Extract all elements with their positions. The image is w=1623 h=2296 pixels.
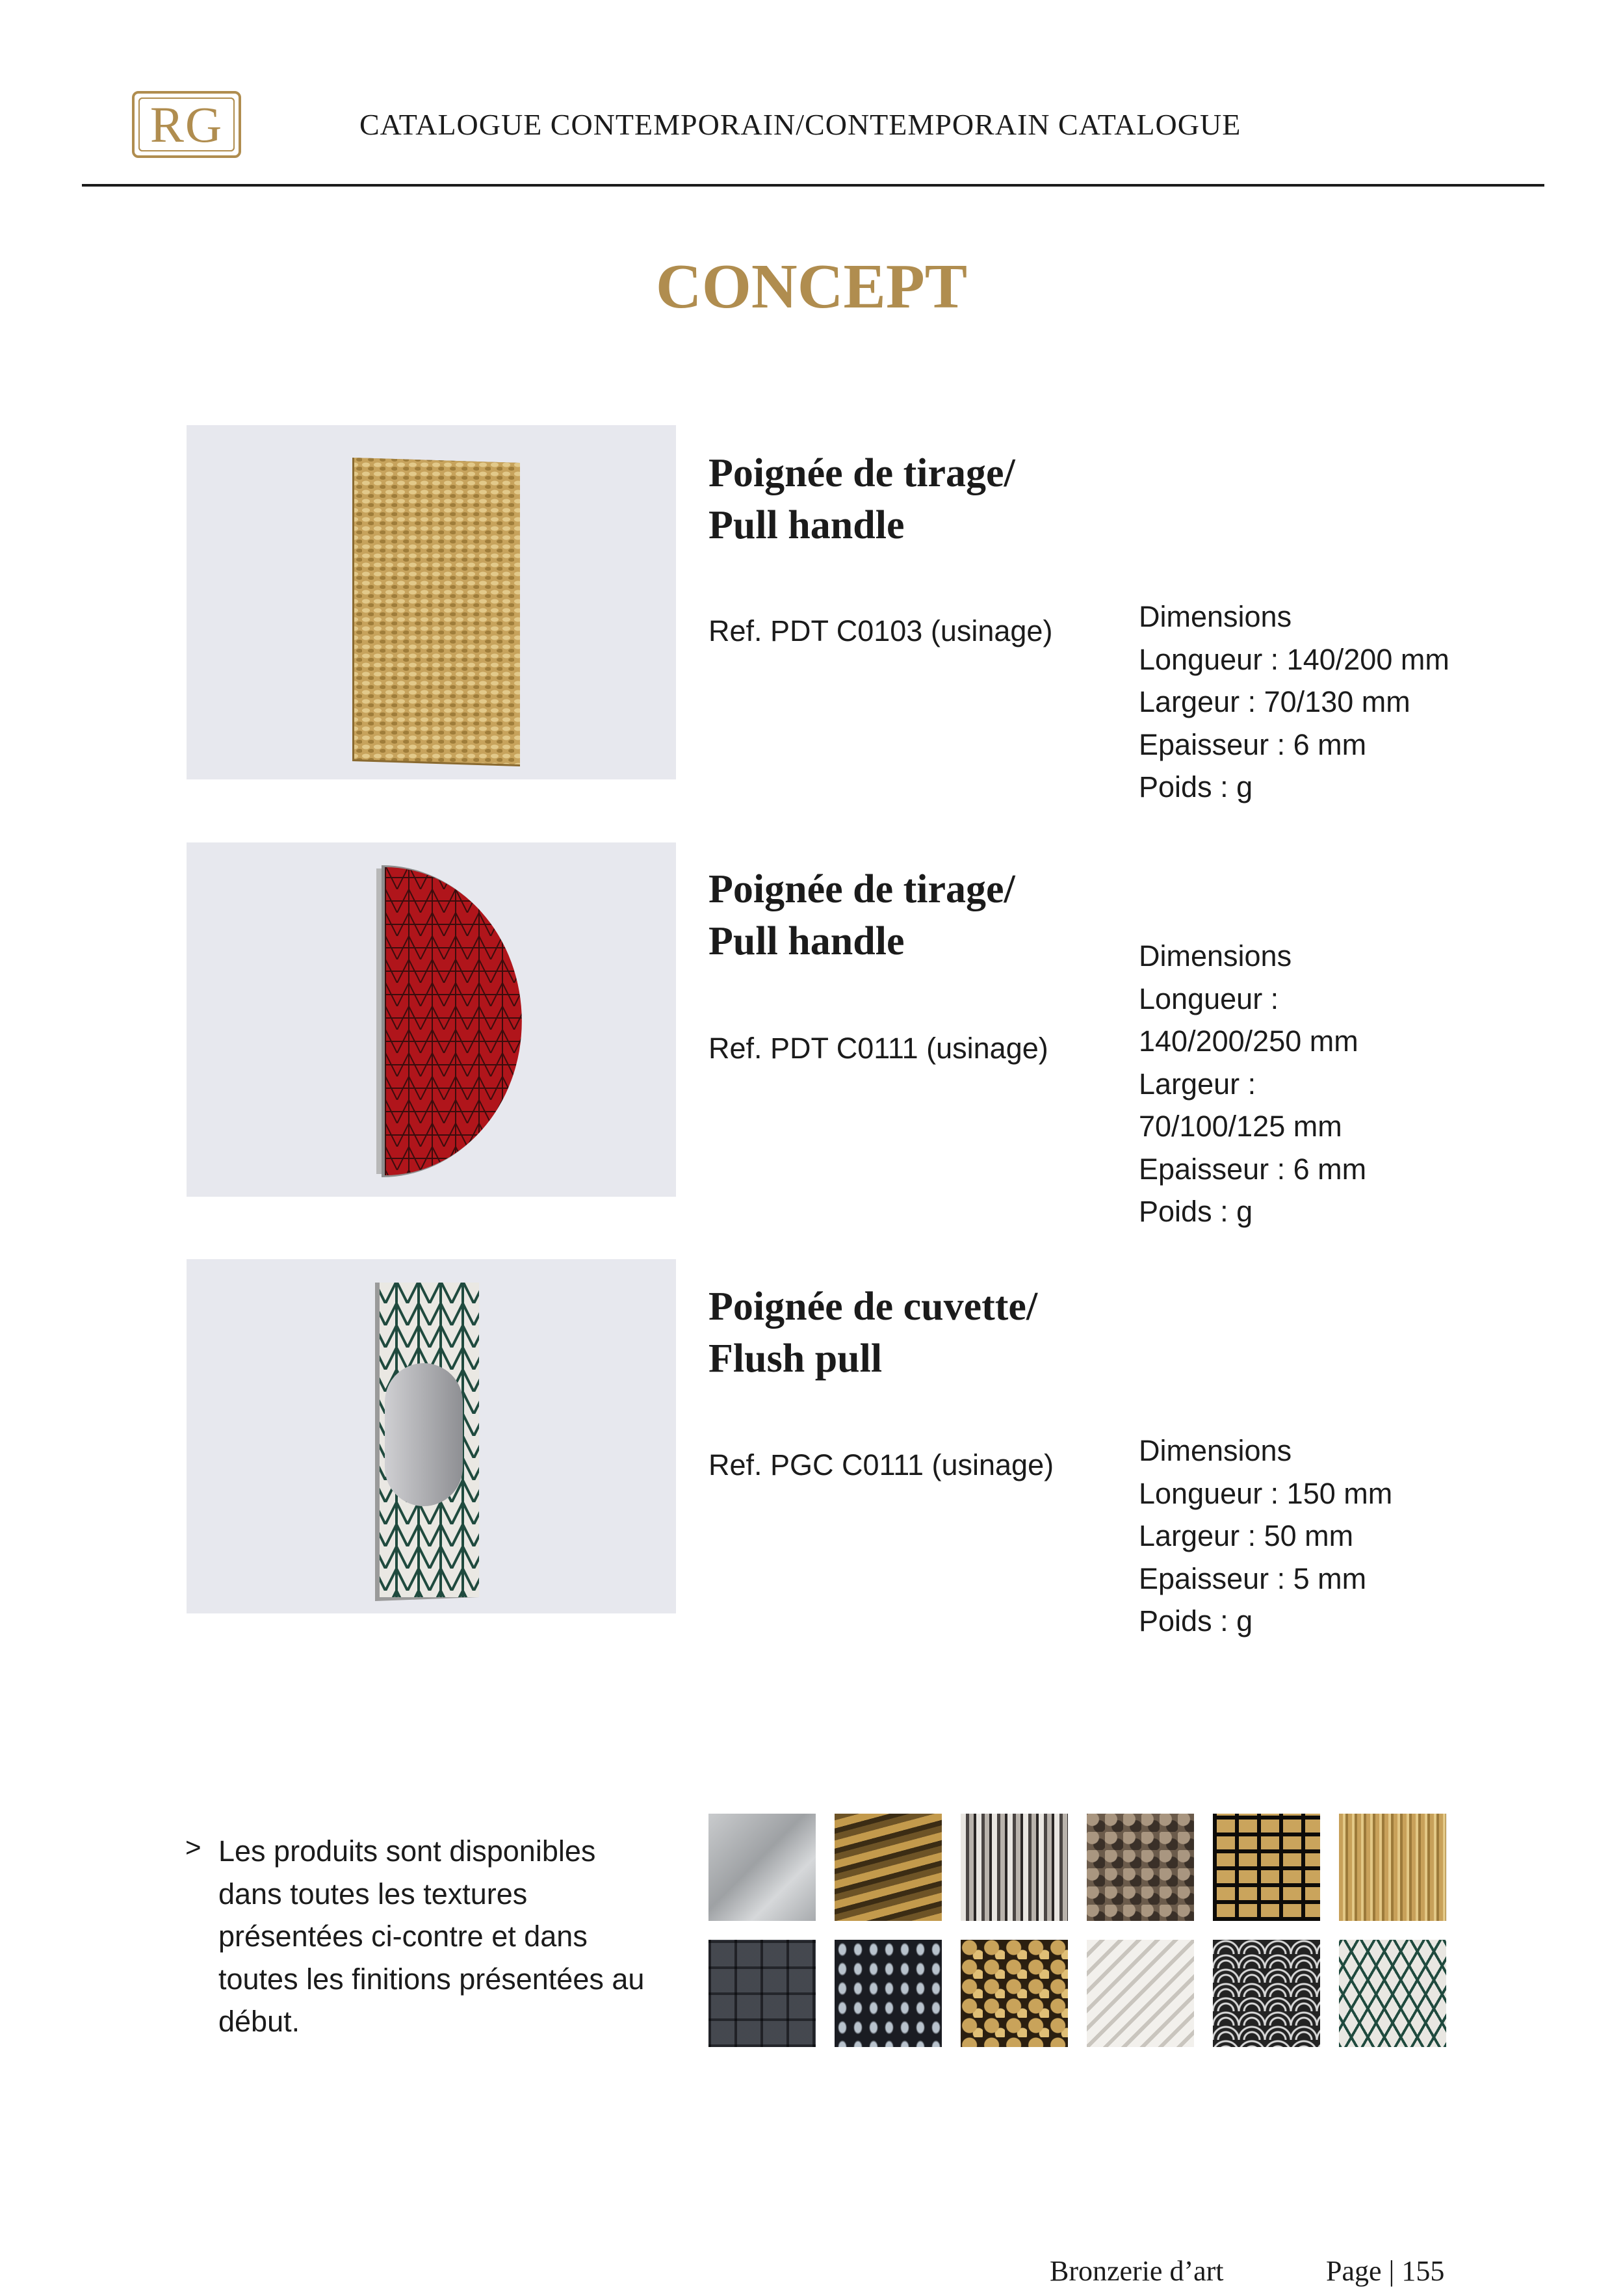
rg-logo (132, 91, 241, 158)
product-ref: Ref. PDT C0111 (usinage) (708, 1032, 1048, 1065)
texture-swatch-hammered-dark (1087, 1814, 1194, 1921)
texture-swatch-scale-black (835, 1940, 942, 2047)
product-dimensions (1139, 935, 1366, 1233)
dimension-line: Longueur : 140/200 mm (1139, 642, 1449, 676)
dimension-line: Poids : g (1139, 1604, 1253, 1637)
product-name-fr: Poignée de cuvette/ (708, 1285, 1038, 1329)
texture-swatch-wood-grain (961, 1814, 1068, 1921)
product-dimensions (1139, 1429, 1392, 1643)
product-name (708, 1281, 1037, 1385)
texture-swatch-brushed-steel (708, 1814, 816, 1921)
texture-swatch-brick-gold (1213, 1814, 1320, 1921)
product-name-fr: Poignée de tirage/ (708, 451, 1015, 495)
dimension-line: Largeur : (1139, 1067, 1256, 1101)
logo-text: RG (149, 96, 224, 153)
footer-brand: Bronzerie d’art (1050, 2255, 1224, 2287)
texture-swatch-green-geometric (1339, 1940, 1446, 2047)
dimension-line: 70/100/125 mm (1139, 1110, 1342, 1143)
dimension-line: Longueur : (1139, 982, 1279, 1015)
product-dimensions (1139, 595, 1449, 809)
catalogue-title: CATALOGUE CONTEMPORAIN/CONTEMPORAIN CATALOGUE (359, 108, 1241, 141)
product-name-fr: Poignée de tirage/ (708, 867, 1015, 911)
header-divider (82, 184, 1544, 187)
product-name (708, 447, 1015, 551)
product-ref: Ref. PGC C0111 (usinage) (708, 1448, 1054, 1481)
page-number: Page | 155 (1326, 2255, 1445, 2287)
dimension-line: Epaisseur : 6 mm (1139, 1152, 1367, 1186)
dimension-line: Epaisseur : 5 mm (1139, 1561, 1367, 1595)
dimension-line: Poids : g (1139, 770, 1253, 803)
product-image-pdt-c0103 (187, 425, 676, 779)
texture-swatch-woven-grey (708, 1940, 816, 2047)
texture-swatch-ribbed-gold (1339, 1814, 1446, 1921)
dimension-line: 140/200/250 mm (1139, 1024, 1358, 1058)
texture-swatch-seigaiha (1213, 1940, 1320, 2047)
dimension-line: Largeur : 70/130 mm (1139, 685, 1410, 718)
product-name (708, 863, 1015, 967)
dimensions-heading: Dimensions (1139, 1434, 1292, 1467)
dimension-line: Epaisseur : 6 mm (1139, 727, 1367, 761)
dimension-line: Poids : g (1139, 1195, 1253, 1228)
product-name-en: Flush pull (708, 1337, 883, 1381)
bullet-arrow: > (185, 1832, 201, 1862)
dimensions-heading: Dimensions (1139, 600, 1292, 633)
product-name-en: Pull handle (708, 919, 905, 963)
texture-swatch-bronze-wave (835, 1814, 942, 1921)
product-name-en: Pull handle (708, 503, 905, 547)
texture-swatch-organic-gold (961, 1940, 1068, 2047)
availability-note: Les produits sont disponibles dans toutes les textures présentées ci-contre et dans toutes les finitions présentées au début. (218, 1834, 645, 2038)
dimensions-heading: Dimensions (1139, 939, 1292, 972)
product-ref: Ref. PDT C0103 (usinage) (708, 614, 1053, 647)
product-image-pdt-c0111 (187, 842, 676, 1197)
dimension-line: Longueur : 150 mm (1139, 1476, 1393, 1510)
page-title: CONCEPT (655, 252, 968, 322)
dimension-line: Largeur : 50 mm (1139, 1519, 1354, 1552)
product-image-pgc-c0111 (187, 1259, 676, 1613)
texture-swatch-white-diamond (1087, 1940, 1194, 2047)
